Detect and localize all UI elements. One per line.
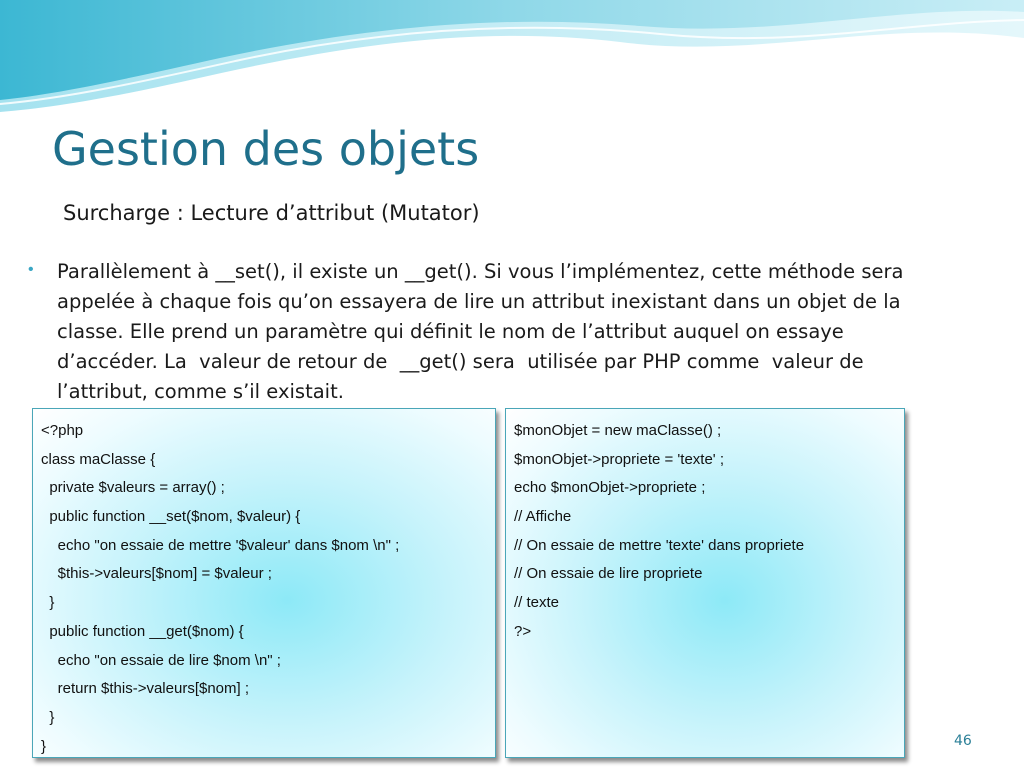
code-line: // Affiche [514,508,572,526]
page-number: 46 [954,733,972,749]
code-line: } [41,708,55,726]
code-box-class-definition [32,408,496,758]
code-line: // On essaie de lire propriete [514,565,703,583]
code-line: class maClasse { [41,450,156,468]
code-line: <?php [41,422,84,439]
slide-title: Gestion des objets [52,122,480,176]
code-line: echo "on essaie de mettre '$valeur' dans $nom \n" ; [41,536,400,554]
bullet-text: Parallèlement à __set(), il existe un __get(). Si vous l’implémentez, cette méthode sera appelée à chaque fois qu’on essayera de lire un attribut inexistant dans un objet de la classe. Elle prend un paramètre qui définit le nom de l’attribut auquel on essaye d’accéder. La valeur de retour de __get() sera utilisée par PHP comme valeur de l’attribut, comme s’il existait. [57,260,904,403]
code-box-usage-example [505,408,905,758]
code-line: } [41,594,55,612]
bullet-dot-icon: • [28,261,34,278]
code-line: $monObjet = new maClasse() ; [514,422,722,439]
code-line: echo "on essaie de lire $nom \n" ; [41,651,281,669]
bullet-item [24,257,964,407]
code-line: public function __set($nom, $valeur) { [41,508,301,526]
code-line: // On essaie de mettre 'texte' dans propriete [514,536,805,554]
code-line: private $valeurs = array() ; [41,479,225,497]
code-line: $this->valeurs[$nom] = $valeur ; [41,565,272,583]
slide-subtitle: Surcharge : Lecture d’attribut (Mutator) [63,201,480,225]
code-line: // texte [514,594,560,612]
code-line: } [41,737,47,755]
code-line: return $this->valeurs[$nom] ; [41,680,250,698]
code-line: ?> [514,622,532,640]
decorative-wave-header [0,0,1024,130]
code-line: $monObjet->propriete = 'texte' ; [514,450,725,468]
code-line: public function __get($nom) { [41,622,244,640]
code-line: echo $monObjet->propriete ; [514,479,706,497]
